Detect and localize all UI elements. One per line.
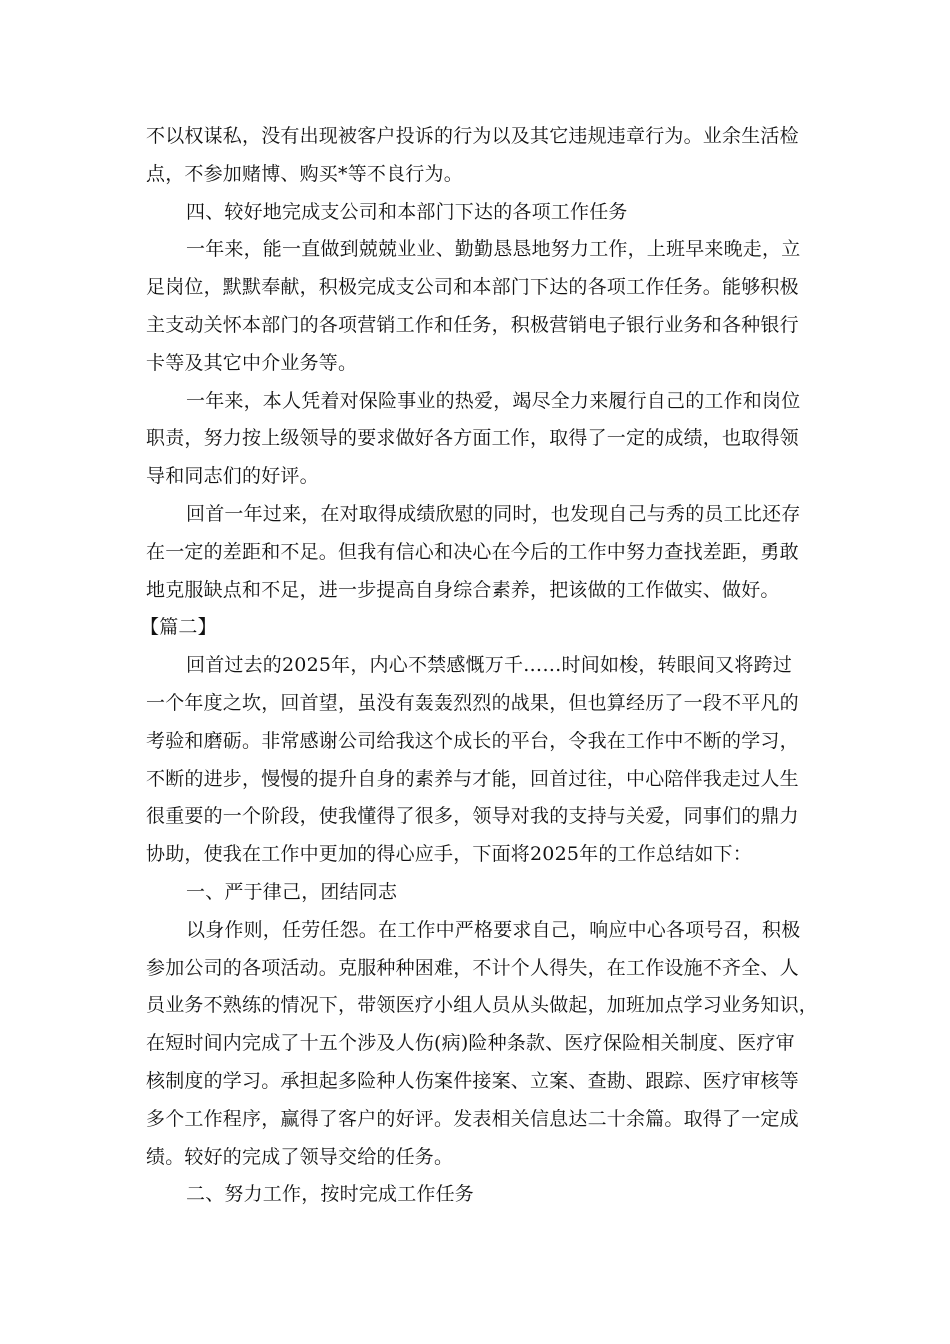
text-line: 很重要的一个阶段，使我懂得了很多，领导对我的支持与关爱，同事们的鼎力 bbox=[146, 805, 799, 828]
section-heading: 二、努力工作，按时完成工作任务 bbox=[186, 1183, 475, 1206]
text-line: 不断的进步，慢慢的提升自身的素养与才能，回首过往，中心陪伴我走过人生 bbox=[146, 767, 799, 790]
text-line: 一年来，本人凭着对保险事业的热爱，竭尽全力来履行自己的工作和岗位 bbox=[186, 389, 801, 412]
text-line: 核制度的学习。承担起多险种人伤案件接案、立案、查勘、跟踪、医疗审核等 bbox=[146, 1069, 799, 1092]
text-line: 回首一年过来，在对取得成绩欣慰的同时，也发现自己与秀的员工比还存 bbox=[186, 502, 801, 525]
text-line: 绩。较好的完成了领导交给的任务。 bbox=[146, 1145, 454, 1168]
document-body bbox=[140, 118, 819, 1214]
text-line: 参加公司的各项活动。克服种种困难，不计个人得失，在工作设施不齐全、人 bbox=[146, 956, 799, 979]
text-line: 导和同志们的好评。 bbox=[146, 465, 319, 488]
text-line: 协助，使我在工作中更加的得心应手，下面将2025年的工作总结如下： bbox=[146, 843, 752, 866]
text-line: 在短时间内完成了十五个涉及人伤(病)险种条款、医疗保险相关制度、医疗审 bbox=[146, 1032, 795, 1055]
text-line: 考验和磨砺。非常感谢公司给我这个成长的平台，令我在工作中不断的学习， bbox=[146, 729, 799, 752]
text-line: 地克服缺点和不足，进一步提高自身综合素养，把该做的工作做实、做好。 bbox=[146, 578, 780, 601]
section-heading: 四、较好地完成支公司和本部门下达的各项工作任务 bbox=[186, 200, 628, 223]
section-heading: 一、严于律己，团结同志 bbox=[186, 880, 398, 903]
text-line: 以身作则，任劳任怨。在工作中严格要求自己，响应中心各项号召，积极 bbox=[186, 918, 801, 941]
text-line: 在一定的差距和不足。但我有信心和决心在今后的工作中努力查找差距，勇敢 bbox=[146, 540, 799, 563]
text-line: 回首过去的2025年，内心不禁感慨万千……时间如梭，转眼间又将跨过 bbox=[186, 654, 792, 677]
text-line: 一年来，能一直做到兢兢业业、勤勤恳恳地努力工作，上班早来晚走，立 bbox=[186, 238, 801, 261]
text-line: 卡等及其它中介业务等。 bbox=[146, 351, 358, 374]
part-marker: 【篇二】 bbox=[140, 616, 217, 639]
text-line: 职责，努力按上级领导的要求做好各方面工作，取得了一定的成绩，也取得领 bbox=[146, 427, 799, 450]
text-line: 足岗位，默默奉献，积极完成支公司和本部门下达的各项工作任务。能够积极 bbox=[146, 276, 799, 299]
text-line: 员业务不熟练的情况下，带领医疗小组人员从头做起，加班加点学习业务知识， bbox=[146, 994, 819, 1017]
text-line: 点，不参加赌博、购买*等不良行为。 bbox=[146, 162, 463, 185]
text-line: 一个年度之坎，回首望，虽没有轰轰烈烈的战果，但也算经历了一段不平凡的 bbox=[146, 691, 799, 714]
text-line: 主支动关怀本部门的各项营销工作和任务，积极营销电子银行业务和各种银行 bbox=[146, 313, 799, 336]
text-line: 不以权谋私，没有出现被客户投诉的行为以及其它违规违章行为。业余生活检 bbox=[146, 125, 799, 147]
text-line: 多个工作程序，赢得了客户的好评。发表相关信息达二十余篇。取得了一定成 bbox=[146, 1107, 799, 1130]
